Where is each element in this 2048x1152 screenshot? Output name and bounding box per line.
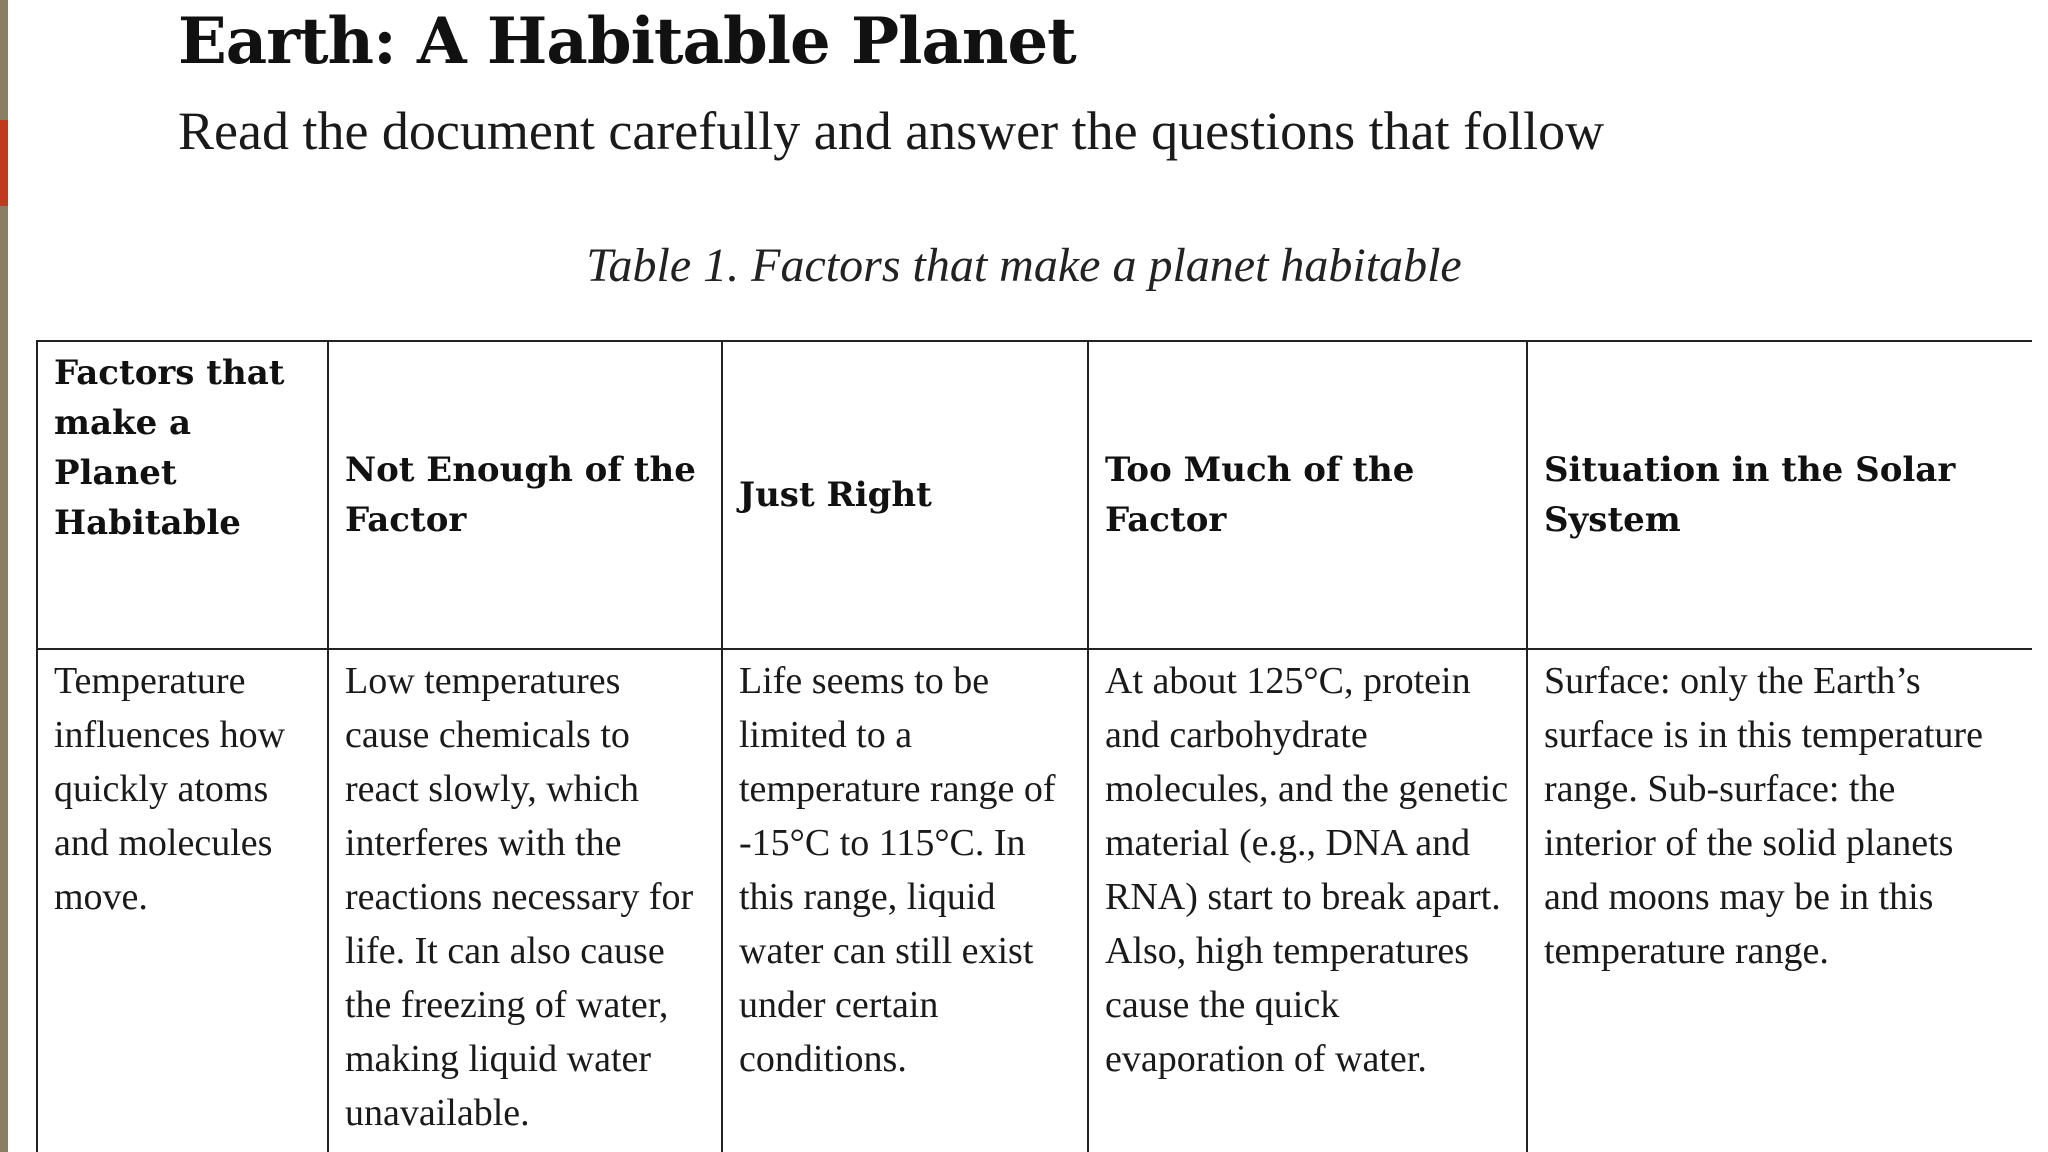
cell-factor: Temperature influences how quickly atoms and molecules move.: [37, 649, 328, 1152]
cell-just-right: Life seems to be limited to a temperature range of -15°C to 115°C. In this range, liquid water can still exist under certain conditions.: [722, 649, 1088, 1152]
cell-solar-system: Surface: only the Earth’s surface is in this temperature range. Sub-surface: the interior of the solid planets and moons may be in this temperature range.: [1527, 649, 2032, 1152]
table-row: [37, 649, 2032, 1152]
table-caption: Table 1. Factors that make a planet habitable: [586, 239, 1462, 292]
column-header-too-much: Too Much of the Factor: [1088, 341, 1527, 649]
slide-left-accent: [0, 120, 8, 206]
cell-too-much: At about 125°C, protein and carbohydrate molecules, and the genetic material (e.g., DNA and RNA) start to break apart. Also, high temperatures cause the quick evaporation of water.: [1088, 649, 1527, 1152]
cell-not-enough: Low temperatures cause chemicals to react slowly, which interferes with the reactions necessary for life. It can also cause the freezing of water, making liquid water unavailable.: [328, 649, 722, 1152]
habitability-table: [36, 340, 2032, 1152]
table-header-row: [37, 341, 2032, 649]
column-header-not-enough: Not Enough of the Factor: [328, 341, 722, 649]
page-title: Earth: A Habitable Planet: [178, 4, 1076, 79]
column-header-solar-system: Situation in the Solar System: [1527, 341, 2032, 649]
page-subtitle: Read the document carefully and answer the questions that follow: [178, 101, 1605, 161]
table-container: [36, 340, 2032, 1152]
column-header-factor: Factors that make a Planet Habitable: [37, 341, 328, 649]
column-header-just-right: Just Right: [722, 341, 1088, 649]
